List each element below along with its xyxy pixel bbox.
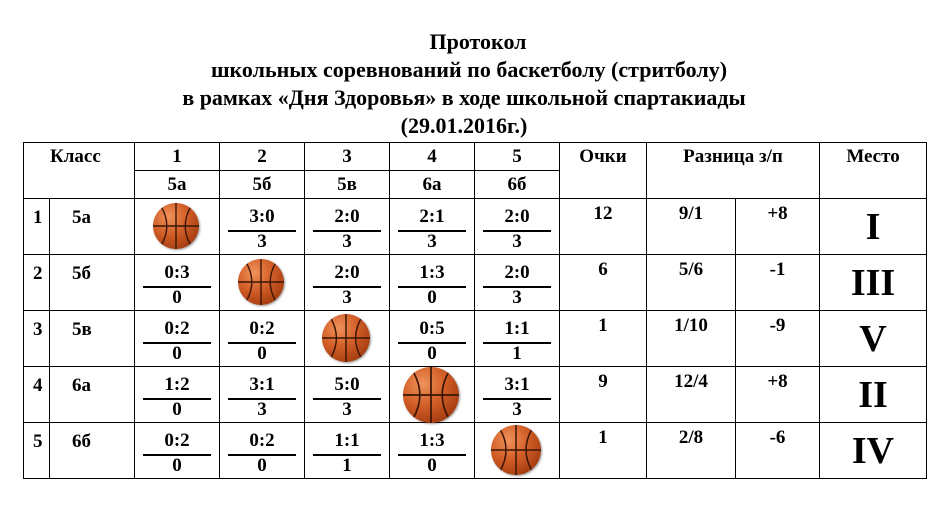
goal-difference: -1 (736, 255, 820, 311)
header-col-num: 2 (220, 143, 305, 171)
header-col-name: 6а (390, 171, 475, 199)
match-points: 3 (257, 231, 267, 252)
match-score: 2:0 (504, 206, 530, 227)
basketball-icon (238, 259, 284, 305)
table-row (24, 199, 927, 255)
match-score: 1:3 (419, 430, 445, 451)
goal-difference: +8 (736, 367, 820, 423)
match-score: 2:0 (334, 206, 360, 227)
title-line-1: Протокол (429, 29, 527, 54)
final-place: III (820, 255, 927, 311)
row-number: 4 (24, 367, 50, 423)
results-table (23, 142, 927, 479)
title-line-4: (29.01.2016г.) (400, 113, 528, 138)
match-cell (475, 367, 560, 423)
match-score: 0:2 (249, 318, 275, 339)
match-score: 3:1 (249, 374, 275, 395)
goal-difference: -9 (736, 311, 820, 367)
match-cell (305, 423, 390, 479)
match-score: 0:2 (164, 430, 190, 451)
self-match-cell (220, 255, 305, 311)
protocol-title (0, 28, 928, 140)
match-score: 3:0 (249, 206, 275, 227)
total-points: 9 (560, 367, 647, 423)
self-match-cell (135, 199, 220, 255)
match-cell (475, 255, 560, 311)
final-place: V (820, 311, 927, 367)
header-col-name: 5а (135, 171, 220, 199)
match-cell (220, 311, 305, 367)
final-place: I (820, 199, 927, 255)
match-points: 0 (172, 343, 182, 364)
match-points: 3 (512, 399, 522, 420)
goal-difference: +8 (736, 199, 820, 255)
row-class: 6б (50, 423, 135, 479)
match-points: 3 (427, 231, 437, 252)
match-cell (305, 255, 390, 311)
row-number: 3 (24, 311, 50, 367)
row-class: 5в (50, 311, 135, 367)
match-cell (390, 199, 475, 255)
match-score: 5:0 (334, 374, 360, 395)
match-points: 0 (257, 455, 267, 476)
total-points: 1 (560, 311, 647, 367)
match-score: 0:2 (164, 318, 190, 339)
match-score: 1:1 (334, 430, 360, 451)
final-place: II (820, 367, 927, 423)
match-cell (475, 199, 560, 255)
row-number: 1 (24, 199, 50, 255)
match-score: 2:0 (334, 262, 360, 283)
row-class: 6а (50, 367, 135, 423)
match-score: 0:2 (249, 430, 275, 451)
match-score: 2:1 (419, 206, 445, 227)
basketball-icon (153, 203, 199, 249)
match-points: 0 (172, 287, 182, 308)
goal-difference: -6 (736, 423, 820, 479)
match-score: 3:1 (504, 374, 530, 395)
match-points: 0 (427, 287, 437, 308)
row-number: 5 (24, 423, 50, 479)
title-line-3: в рамках «Дня Здоровья» в ходе школьной спартакиады (182, 85, 746, 110)
match-cell (135, 311, 220, 367)
match-points: 0 (172, 399, 182, 420)
table-row (24, 311, 927, 367)
match-cell (220, 423, 305, 479)
header-col-name: 5б (220, 171, 305, 199)
match-score: 1:1 (504, 318, 530, 339)
header-col-num: 5 (475, 143, 560, 171)
match-score: 0:3 (164, 262, 190, 283)
match-points: 0 (427, 455, 437, 476)
total-points: 1 (560, 423, 647, 479)
basketball-icon (322, 314, 370, 362)
table-row (24, 367, 927, 423)
header-diff: Разница з/п (647, 143, 820, 199)
goal-ratio: 5/6 (647, 255, 736, 311)
match-points: 3 (512, 231, 522, 252)
match-score: 0:5 (419, 318, 445, 339)
table-row (24, 423, 927, 479)
total-points: 12 (560, 199, 647, 255)
header-place: Место (820, 143, 927, 199)
match-points: 3 (512, 287, 522, 308)
match-points: 1 (512, 343, 522, 364)
match-cell (390, 423, 475, 479)
match-score: 2:0 (504, 262, 530, 283)
match-points: 3 (342, 399, 352, 420)
header-col-num: 4 (390, 143, 475, 171)
match-score: 1:3 (419, 262, 445, 283)
header-col-name: 5в (305, 171, 390, 199)
header-col-num: 1 (135, 143, 220, 171)
basketball-icon (491, 425, 541, 475)
goal-ratio: 9/1 (647, 199, 736, 255)
goal-ratio: 1/10 (647, 311, 736, 367)
row-class: 5б (50, 255, 135, 311)
match-points: 0 (427, 343, 437, 364)
match-cell (305, 367, 390, 423)
header-points: Очки (560, 143, 647, 199)
match-points: 3 (257, 399, 267, 420)
match-cell (135, 423, 220, 479)
match-points: 0 (257, 343, 267, 364)
header-col-num: 3 (305, 143, 390, 171)
match-cell (135, 367, 220, 423)
match-cell (475, 311, 560, 367)
header-class: Класс (24, 143, 135, 199)
header-row-numbers (24, 143, 927, 171)
row-class: 5а (50, 199, 135, 255)
match-cell (220, 199, 305, 255)
match-cell (135, 255, 220, 311)
table-row (24, 255, 927, 311)
row-number: 2 (24, 255, 50, 311)
match-points: 0 (172, 455, 182, 476)
goal-ratio: 2/8 (647, 423, 736, 479)
match-cell (390, 255, 475, 311)
match-cell (390, 311, 475, 367)
header-col-name: 6б (475, 171, 560, 199)
self-match-cell (305, 311, 390, 367)
self-match-cell (475, 423, 560, 479)
total-points: 6 (560, 255, 647, 311)
match-score: 1:2 (164, 374, 190, 395)
goal-ratio: 12/4 (647, 367, 736, 423)
title-line-2: школьных соревнований по баскетболу (стритболу) (210, 57, 728, 82)
self-match-cell (390, 367, 475, 423)
match-points: 1 (342, 455, 352, 476)
basketball-icon (403, 367, 459, 423)
match-cell (220, 367, 305, 423)
match-cell (305, 199, 390, 255)
match-points: 3 (342, 231, 352, 252)
final-place: IV (820, 423, 927, 479)
match-points: 3 (342, 287, 352, 308)
